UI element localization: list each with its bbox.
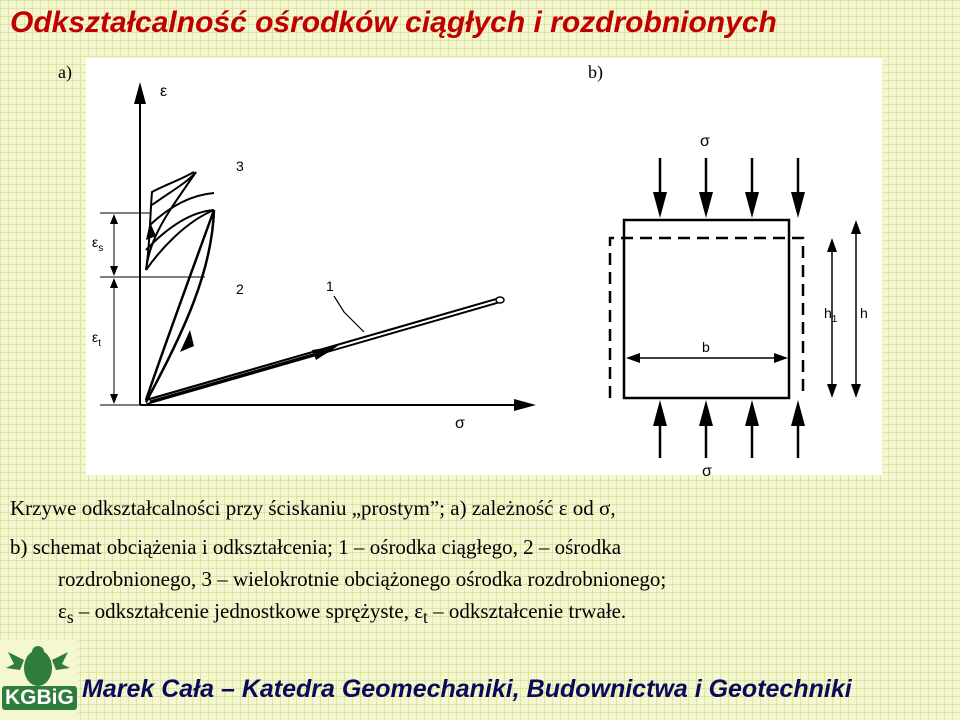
sigma-bottom-label: σ xyxy=(702,463,712,480)
h-label: h xyxy=(860,305,868,321)
width-label: b xyxy=(702,339,710,355)
y-axis-label: ε xyxy=(160,83,168,100)
footer-author: Marek Cała – Katedra Geomechaniki, Budownictwa i Geotechniki xyxy=(82,675,852,703)
x-axis-label: σ xyxy=(455,415,465,432)
h1-label: $h_1$ xyxy=(824,305,838,325)
caption-line-3: rozdrobnionego, 3 – wielokrotnie obciążonego ośrodka rozdrobnionego; xyxy=(58,567,667,591)
slide-title: Odkształcalność ośrodków ciągłych i rozdrobnionych xyxy=(10,6,777,39)
panel-a-label: a) xyxy=(58,62,72,82)
caption-line-1: Krzywe odkształcalności przy ściskaniu „prostym”; a) zależność ε od σ, xyxy=(10,496,616,520)
curve-1-label: 1 xyxy=(326,278,334,294)
eps-t-label: $\varepsilon_t$ xyxy=(92,329,102,349)
eps-s-label: $\varepsilon_s$ xyxy=(92,234,104,254)
panel-b-label: b) xyxy=(588,62,603,82)
caption-line-4: $\varepsilon_s$ – odkształcenie jednostkowe sprężyste, $\varepsilon_t$ – odkształcenie trwałe. xyxy=(58,599,627,628)
logo-text: KGBiG xyxy=(2,686,77,710)
curve-2-label: 2 xyxy=(236,281,244,297)
curve-3-label: 3 xyxy=(236,158,244,174)
caption-line-2: b) schemat obciążenia i odkształcenia; 1 – ośrodka ciągłego, 2 – ośrodka xyxy=(10,535,622,559)
figure-caption xyxy=(10,492,930,633)
sigma-top-label: σ xyxy=(700,133,710,150)
eagle-emblem-icon xyxy=(0,640,78,690)
